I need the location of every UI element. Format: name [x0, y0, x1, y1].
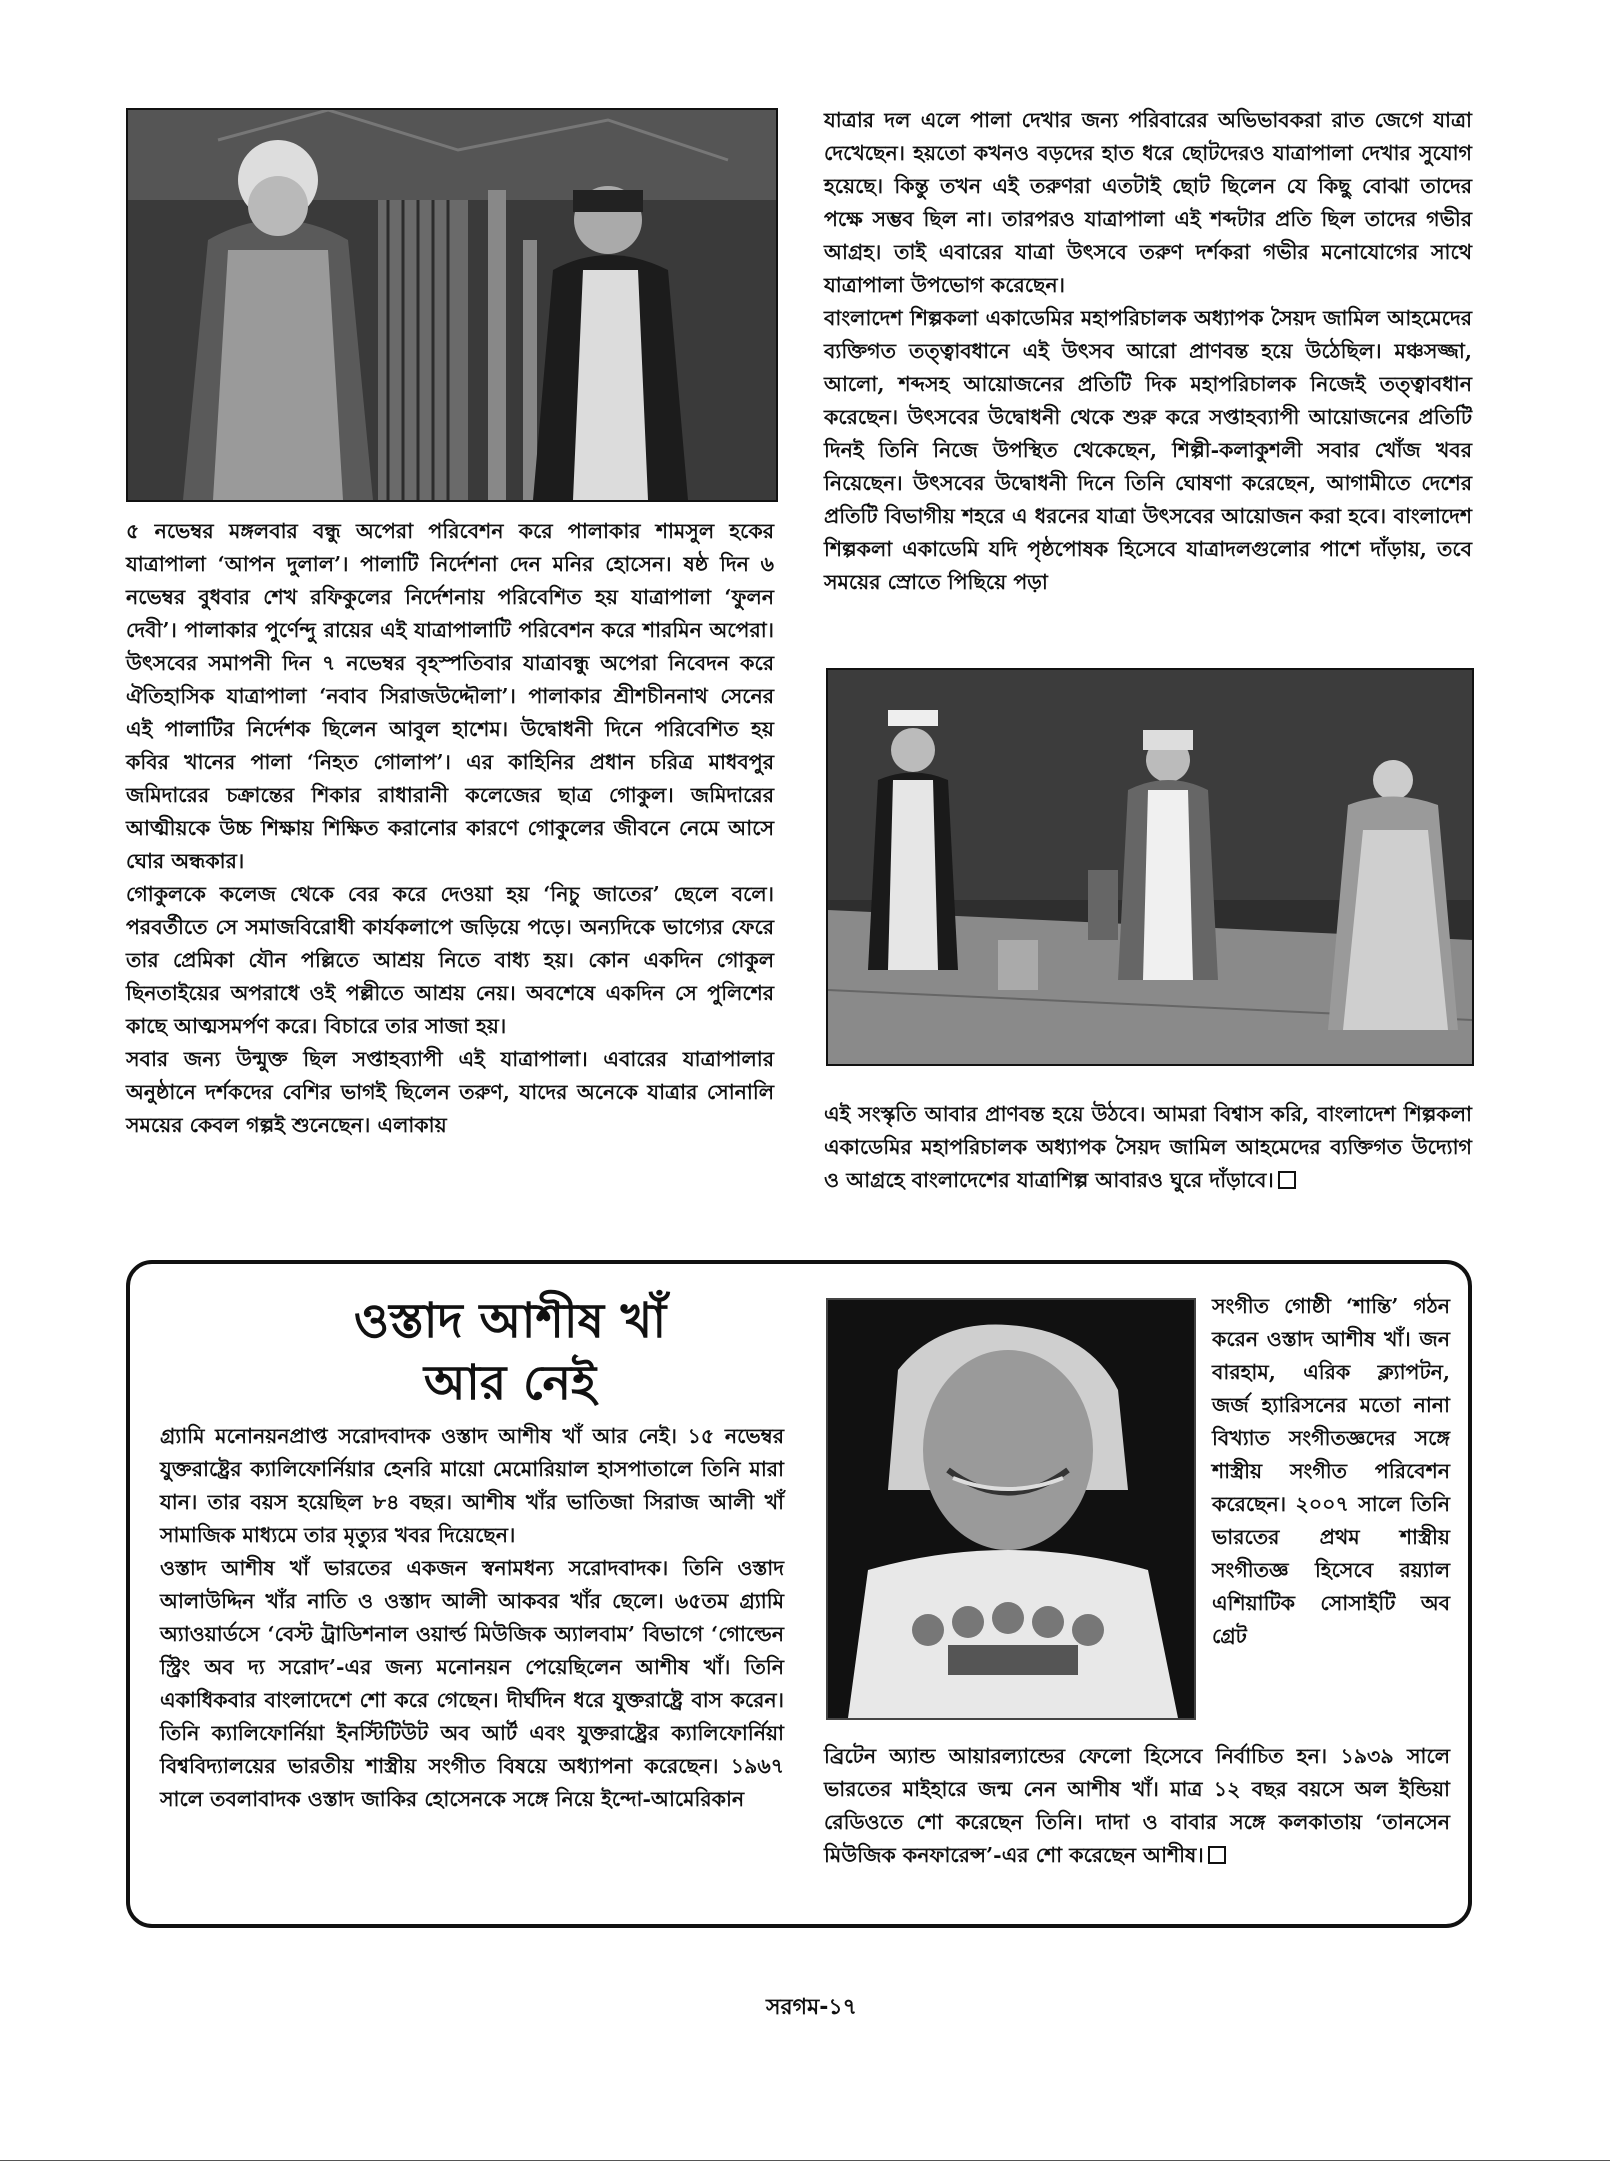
photo-yatra-two-actors [126, 108, 778, 502]
obituary-body-left [160, 1420, 784, 1816]
paragraph: গোকুলকে কলেজ থেকে বের করে দেওয়া হয় ‘নিচু জাতের’ ছেলে বলে। পরবর্তীতে সে সমাজবিরোধী কার্যকলাপে জড়িয়ে পড়ে। অন্যদিকে ভাগ্যের ফেরে তার প্রেমিকা যৌন পল্লিতে আশ্রয় নিতে বাধ্য হয়। কোন একদিন গোকুল ছিনতাইয়ের অপরাধে ওই পল্লীতে আশ্রয় নেয়। অবশেষে একদিন সে পুলিশের কাছে আত্মসমর্পণ করে। বিচারে তার সাজা হয়। [126, 882, 774, 1038]
bottom-rule [0, 2160, 1610, 2161]
photo-yatra-stage-three-performers [826, 668, 1474, 1066]
end-of-article-mark [1208, 1846, 1226, 1864]
end-of-article-mark [1278, 1171, 1296, 1189]
obituary-title-line-2: আর নেই [423, 1355, 597, 1411]
paragraph-text: এই সংস্কৃতি আবার প্রাণবন্ত হয়ে উঠবে। আমরা বিশ্বাস করি, বাংলাদেশ শিল্পকলা একাডেমির মহাপরিচালক অধ্যাপক সৈয়দ জামিল আহমেদের ব্যক্তিগত উদ্যোগ ও আগ্রহে বাংলাদেশের যাত্রাশিল্প আবারও ঘুরে দাঁড়াবে। [824, 1102, 1472, 1192]
right-article-text-bottom [824, 1098, 1472, 1197]
right-article-text-top [824, 104, 1472, 599]
left-article-text [126, 515, 774, 1142]
paragraph: গ্র্যামি মনোনয়নপ্রাপ্ত সরোদবাদক ওস্তাদ আশীষ খাঁ আর নেই। ১৫ নভেম্বর যুক্তরাষ্ট্রের ক্যালিফোর্নিয়ার হেনরি মায়ো মেমোরিয়াল হাসপাতালে তিনি মারা যান। তার বয়স হয়েছিল ৮৪ বছর। আশীষ খাঁর ভাতিজা সিরাজ আলী খাঁ সামাজিক মাধ্যমে তার মৃত্যুর খবর দিয়েছেন। [160, 1424, 784, 1547]
obituary-body-right-narrow [1212, 1290, 1450, 1653]
photo-ashish-khan [826, 1298, 1196, 1720]
page-number: সরগম-১৭ [766, 1995, 857, 2020]
paragraph: সবার জন্য উন্মুক্ত ছিল সপ্তাহব্যাপী এই যাত্রাপালা। এবারের যাত্রাপালার অনুষ্ঠানে দর্শকদের বেশির ভাগই ছিলেন তরুণ, যাদের অনেকে যাত্রার সোনালি সময়ের কেবল গল্পই শুনেছেন। এলাকায় [126, 1047, 774, 1137]
paragraph: ৫ নভেম্বর মঙ্গলবার বন্ধু অপেরা পরিবেশন করে পালাকার শামসুল হকের যাত্রাপালা ‘আপন দুলাল’। পালাটি নির্দেশনা দেন মনির হোসেন। ষষ্ঠ দিন ৬ নভেম্বর বুধবার শেখ রফিকুলের নির্দেশনায় পরিবেশিত হয় যাত্রাপালা ‘ফুলন দেবী’। পালাকার পুর্ণেন্দু রায়ের এই যাত্রাপালাটি পরিবেশন করে শারমিন অপেরা। উৎসবের সমাপনী দিন ৭ নভেম্বর বৃহস্পতিবার যাত্রাবন্ধু অপেরা নিবেদন করে ঐতিহাসিক যাত্রাপালা ‘নবাব সিরাজউদ্দৌলা’। পালাকার শ্রীশচীননাথ সেনের এই পালাটির নির্দেশক ছিলেন আবুল হাশেম। উদ্বোধনী দিনে পরিবেশিত হয় কবির খানের পালা ‘নিহত গোলাপ’। এর কাহিনির প্রধান চরিত্র মাধবপুর জমিদারের চক্রান্তের শিকার রাধারানী কলেজের ছাত্র গোকুল। জমিদারের আত্মীয়কে উচ্চ শিক্ষায় শিক্ষিত করানোর কারণে গোকুলের জীবনে নেমে আসে ঘোর অন্ধকার। [126, 519, 774, 873]
paragraph: ওস্তাদ আশীষ খাঁ ভারতের একজন স্বনামধন্য সরোদবাদক। তিনি ওস্তাদ আলাউদ্দিন খাঁর নাতি ও ওস্তাদ আলী আকবর খাঁর ছেলে। ৬৫তম গ্র্যামি অ্যাওয়ার্ডসে ‘বেস্ট ট্রাডিশনাল ওয়ার্ল্ড মিউজিক অ্যালবাম’ বিভাগে ‘গোল্ডেন স্ট্রিং অব দ্য সরোদ’-এর জন্য মনোনয়ন পেয়েছিলেন আশীষ খাঁ। তিনি একাধিকবার বাংলাদেশে শো করে গেছেন। দীর্ঘদিন ধরে যুক্তরাষ্ট্রে বাস করেন। তিনি ক্যালিফোর্নিয়া ইনস্টিটিউট অব আর্ট এবং যুক্তরাষ্ট্রের ক্যালিফোর্নিয়া বিশ্ববিদ্যালয়ের ভারতীয় শাস্ত্রীয় সংগীত বিষয়ে অধ্যাপনা করেছেন। ১৯৬৭ সালে তবলাবাদক ওস্তাদ জাকির হোসেনকে সঙ্গে নিয়ে ইন্দো-আমেরিকান [160, 1556, 784, 1811]
obituary-title [200, 1290, 820, 1414]
paragraph [824, 1740, 1450, 1872]
paragraph [824, 1098, 1472, 1197]
obituary-body-right-wide [824, 1740, 1450, 1872]
obituary-title-line-1: ওস্তাদ আশীষ খাঁ [353, 1293, 667, 1349]
paragraph: যাত্রার দল এলে পালা দেখার জন্য পরিবারের অভিভাবকরা রাত জেগে যাত্রা দেখেছেন। হয়তো কখনও বড়দের হাত ধরে ছোটদেরও যাত্রাপালা দেখার সুযোগ হয়েছে। কিন্তু তখন এই তরুণরা এতটাই ছোট ছিলেন যে কিছু বোঝা তাদের পক্ষে সম্ভব ছিল না। তারপরও যাত্রাপালা এই শব্দটার প্রতি ছিল তাদের গভীর আগ্রহ। তাই এবারের যাত্রা উৎসবে তরুণ দর্শকরা গভীর মনোযোগের সাথে যাত্রাপালা উপভোগ করেছেন। [824, 108, 1472, 297]
paragraph: সংগীত গোষ্ঠী ‘শান্তি’ গঠন করেন ওস্তাদ আশীষ খাঁ। জন বারহাম, এরিক ক্ল্যাপটন, জর্জ হ্যারিসনের মতো নানা বিখ্যাত সংগীতজ্ঞদের সঙ্গে শাস্ত্রীয় সংগীত পরিবেশন করেছেন। ২০০৭ সালে তিনি ভারতের প্রথম শাস্ত্রীয় সংগীতজ্ঞ হিসেবে রয়্যাল এশিয়াটিক সোসাইটি অব গ্রেট [1212, 1294, 1450, 1648]
paragraph-text: ব্রিটেন অ্যান্ড আয়ারল্যান্ডের ফেলো হিসেবে নির্বাচিত হন। ১৯৩৯ সালে ভারতের মাইহারে জন্ম নেন আশীষ খাঁ। মাত্র ১২ বছর বয়সে অল ইন্ডিয়া রেডিওতে শো করেছেন তিনি। দাদা ও বাবার সঙ্গে কলকাতায় ‘তানসেন মিউজিক কনফারেন্স’-এর শো করেছেন আশীষ। [824, 1744, 1450, 1867]
paragraph: বাংলাদেশ শিল্পকলা একাডেমির মহাপরিচালক অধ্যাপক সৈয়দ জামিল আহমেদের ব্যক্তিগত তত্ত্বাবধানে এই উৎসব আরো প্রাণবন্ত হয়ে উঠেছিল। মঞ্চসজ্জা, আলো, শব্দসহ আয়োজনের প্রতিটি দিক মহাপরিচালক নিজেই তত্ত্বাবধান করেছেন। উৎসবের উদ্বোধনী থেকে শুরু করে সপ্তাহব্যাপী আয়োজনের প্রতিটি দিনই তিনি নিজে উপস্থিত থেকেছেন, শিল্পী-কলাকুশলী সবার খোঁজ খবর নিয়েছেন। উৎসবের উদ্বোধনী দিনে তিনি ঘোষণা করেছেন, আগামীতে দেশের প্রতিটি বিভাগীয় শহরে এ ধরনের যাত্রা উৎসবের আয়োজন করা হবে। বাংলাদেশ শিল্পকলা একাডেমি যদি পৃষ্ঠপোষক হিসেবে যাত্রাদলগুলোর পাশে দাঁড়ায়, তবে সময়ের স্রোতে পিছিয়ে পড়া [824, 306, 1472, 594]
